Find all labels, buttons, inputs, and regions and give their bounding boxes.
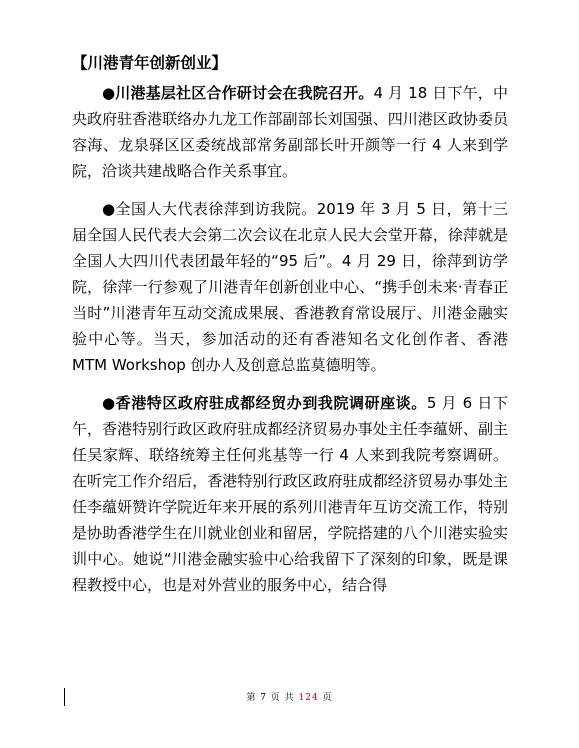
page-label: 第 7 页 共 bbox=[246, 693, 295, 703]
paragraph-community-seminar bbox=[72, 80, 508, 184]
paragraph-npc-visit bbox=[72, 196, 508, 378]
paragraph-hk-office-visit bbox=[72, 390, 508, 598]
paragraph-body: 5 月 6 日下午，香港特别行政区政府驻成都经济贸易办事处主任李蕴妍、副主任吴家辉、联络统筹主任何兆基等一行 4 人来到我院考察调研。在听完工作介绍后，香港特别行政区政府驻成都经济贸易办事处主任李蕴妍赞许学院近年来开展的系列川港青年互访交流工作，特别是协助香港学生在川就业创业和留居，学院搭建的八个川港实验实训中心。她说“川港金融实验中心给我留下了深刻的印象，既是课程教授中心，也是对外营业的服务中心，结合得 bbox=[72, 394, 508, 594]
paragraph-body: 4 月 18 日下午，中央政府驻香港联络办九龙工作部副部长刘国强、四川港区政协委员容海、龙泉驿区区委统战部常务副部长叶开颜等一行 4 人来到学院，洽谈共建战略合作关系事宜。 bbox=[72, 84, 508, 180]
paragraph-lead: ●香港特区政府驻成都经贸办到我院调研座谈。 bbox=[102, 394, 427, 412]
page-number bbox=[0, 690, 579, 703]
page-content bbox=[72, 50, 508, 610]
page-footer bbox=[0, 688, 579, 708]
paragraph-lead: ●川港基层社区合作研讨会在我院召开。 bbox=[102, 84, 374, 102]
page-total: 124 bbox=[298, 693, 319, 703]
page-suffix: 页 bbox=[322, 693, 333, 703]
section-heading: 【川港青年创新创业】 bbox=[72, 54, 228, 72]
paragraph-body: ●全国人大代表徐萍到访我院。2019 年 3 月 5 日，第十三届全国人民代表大会第二次会议在北京人民大会堂开幕，徐萍就是全国人大四川代表团最年轻的“95 后”。4 月 29 日，徐萍到访学院，徐萍一行参观了川港青年创新创业中心、“携手创未来·青春正当时”川港青年互动交流成果展、香港教育常设展厅、川港金融实验中心等。当天，参加活动的还有香港知名文化创作者、香港 MTM Workshop 创办人及创意总监莫德明等。 bbox=[72, 200, 508, 374]
